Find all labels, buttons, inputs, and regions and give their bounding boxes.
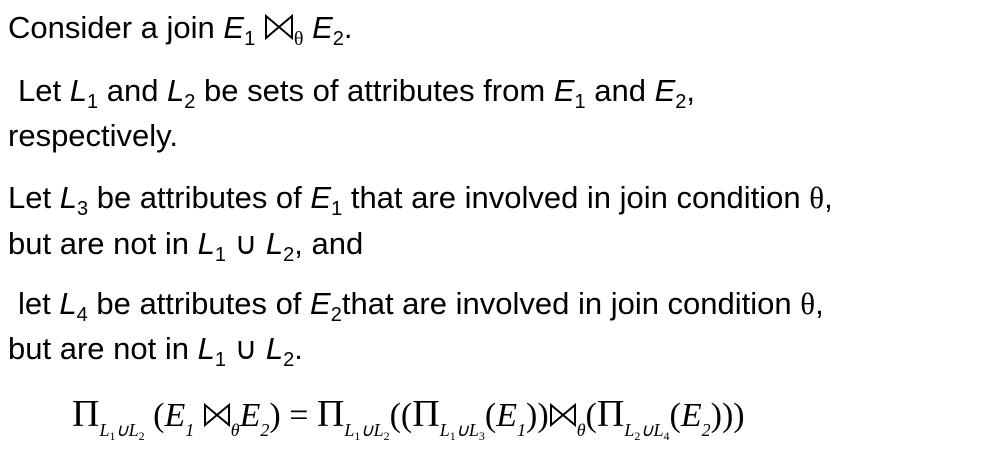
line-not-in-union-end [8, 331, 303, 378]
formula-subscript [624, 420, 670, 443]
text: respectively. [8, 118, 178, 153]
subscript: 1 [517, 420, 527, 440]
subscript: 2 [332, 28, 344, 50]
paren: ( [484, 397, 497, 434]
line-respectively [8, 118, 178, 154]
subscript: 2 [283, 349, 295, 371]
union-symbol: ∪ [455, 420, 469, 440]
union-symbol: ∪ [640, 420, 654, 440]
paren: ) [269, 397, 281, 434]
var-l: L [468, 420, 479, 440]
text: that are involved in join condition [341, 286, 801, 321]
var-e: E [553, 73, 575, 108]
text: . [343, 10, 353, 45]
subscript-theta: θ [576, 420, 586, 440]
bowtie-join-icon [203, 398, 231, 424]
theta: θ [809, 180, 825, 215]
subscript: 1 [214, 244, 226, 266]
union-symbol: ∪ [115, 420, 129, 440]
union-symbol: ∪ [225, 331, 266, 366]
line-let-l4 [18, 286, 824, 333]
union-symbol: ∪ [360, 420, 374, 440]
subscript-theta: θ [293, 28, 304, 50]
projection-symbol: Π [596, 393, 625, 435]
text: , [686, 73, 696, 108]
var-l: L [197, 331, 215, 366]
line-let-l1-l2 [18, 73, 695, 120]
subscript: 1 [86, 91, 99, 113]
var-l: L [59, 180, 77, 215]
text: , [815, 286, 824, 321]
subscript: 2 [184, 91, 196, 113]
var-l: L [59, 286, 77, 321]
var-e: E [310, 180, 332, 215]
paren: ( [153, 397, 165, 434]
var-l: L [167, 73, 185, 108]
subscript: 1 [214, 349, 226, 371]
text: and [585, 73, 655, 108]
var-l: L [373, 420, 384, 440]
text: that are involved in join condition [342, 180, 810, 215]
subscript: 1 [449, 429, 456, 443]
text: , and [294, 226, 364, 261]
text: and [98, 73, 168, 108]
var-l: L [265, 331, 284, 366]
text: let [18, 286, 60, 321]
subscript: 1 [244, 28, 256, 50]
bowtie-join-icon [549, 398, 577, 424]
subscript: 2 [283, 244, 295, 266]
text: Consider a join [8, 10, 224, 45]
text: Let [8, 180, 60, 215]
text: be attributes of [87, 286, 311, 321]
var-e: E [654, 73, 676, 108]
subscript: 1 [185, 420, 195, 440]
var-e: E [312, 10, 333, 45]
text: but are not in [8, 331, 198, 366]
formula-subscript [344, 420, 390, 443]
subscript: 3 [76, 198, 89, 220]
var-e: E [239, 397, 261, 434]
subscript-theta: θ [230, 420, 240, 440]
paren: ))) [710, 397, 745, 434]
var-l: L [265, 226, 284, 261]
text: be sets of attributes from [195, 73, 554, 108]
subscript: 2 [701, 420, 711, 440]
line-consider-join [8, 10, 353, 57]
equals: = [280, 397, 317, 434]
subscript: 1 [574, 91, 586, 113]
projection-symbol: Π [72, 393, 100, 435]
var-l: L [653, 420, 664, 440]
subscript: 2 [260, 420, 270, 440]
subscript: 2 [675, 91, 687, 113]
projection-symbol: Π [412, 393, 440, 435]
formula-subscript [439, 420, 485, 443]
paren: (( [389, 397, 413, 434]
line-not-in-union-and [8, 226, 363, 273]
subscript: 4 [663, 429, 670, 443]
subscript: 2 [138, 429, 145, 443]
var-l: L [624, 420, 635, 440]
projection-symbol: Π [316, 393, 345, 435]
var-l: L [69, 73, 87, 108]
text: . [294, 331, 303, 366]
text: but are not in [8, 226, 198, 261]
var-l: L [128, 420, 139, 440]
paren: ( [585, 397, 597, 434]
union-symbol: ∪ [225, 226, 266, 261]
subscript: 2 [330, 304, 342, 326]
var-l: L [197, 226, 215, 261]
var-e: E [310, 286, 331, 321]
theta: θ [800, 286, 816, 321]
var-l: L [99, 420, 110, 440]
var-e: E [680, 397, 702, 434]
subscript: 1 [109, 429, 116, 443]
var-e: E [223, 10, 245, 45]
subscript: 4 [76, 304, 88, 326]
text: be attributes of [88, 180, 311, 215]
var-e: E [496, 397, 518, 434]
subscript: 3 [478, 429, 485, 443]
line-let-l3 [8, 180, 833, 227]
var-l: L [439, 420, 450, 440]
paren: )) [526, 397, 549, 434]
text: , [824, 180, 833, 215]
subscript: 2 [383, 429, 390, 443]
subscript: 2 [634, 429, 641, 443]
var-e: E [164, 397, 186, 434]
formula-subscript [99, 420, 145, 443]
text: Let [18, 73, 70, 108]
subscript: 1 [354, 429, 361, 443]
var-l: L [344, 420, 355, 440]
bowtie-join-icon [264, 13, 294, 41]
paren: ( [669, 397, 681, 434]
subscript: 1 [331, 198, 343, 220]
projection-formula [72, 394, 745, 456]
